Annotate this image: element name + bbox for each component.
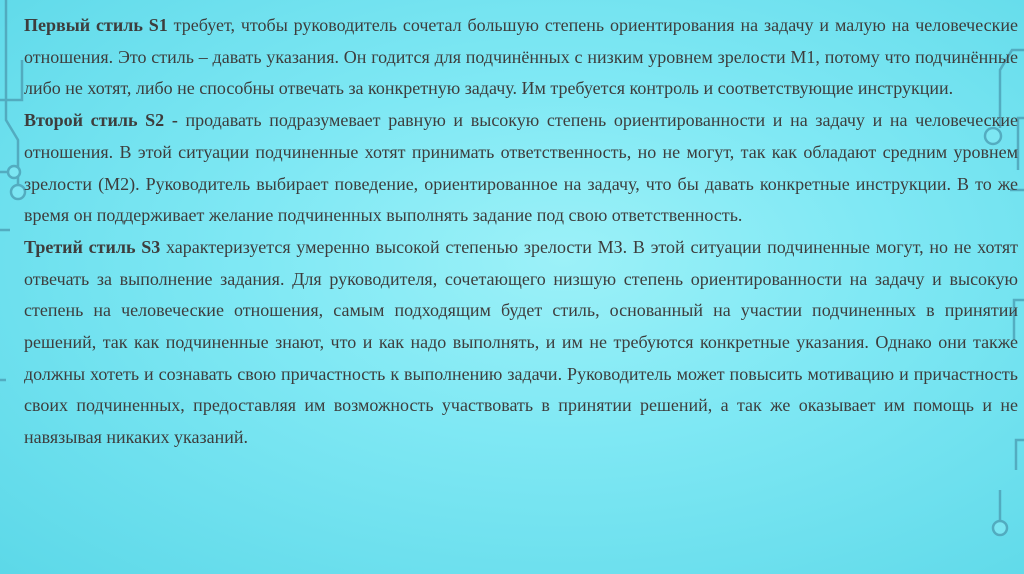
paragraph-lead: Второй стиль S2 -: [24, 110, 178, 131]
paragraph-lead: Третий стиль S3: [24, 236, 161, 257]
paragraph-body: характеризуется умеренно высокой степенью зрелости МЗ. В этой ситуации подчиненные могут, но не хотят отвечать за выполнение задания. Для руководителя, сочетающего низшую степень ориентированности на задачу и высокую степень на человеческие отношения, самым подходящим будет стиль, основанный на участии подчиненных в принятии решений, так как подчиненные знают, что и как надо выполнять, и им не требуются конкретные указания. Однако они также должны хотеть и сознавать свою причастность к выполнению задачи. Руководитель может повысить мотивацию и причастность своих подчиненных, предоставляя им возможность участвовать в принятии решений, а так же оказывает им помощь и не навязывая никаких указаний.: [24, 236, 1018, 448]
paragraph-body: требует, чтобы руководитель сочетал большую степень ориентирования на задачу и малую на человеческие отношения. Это стиль – давать указания. Он годится для подчинённых с низким уровнем зрелости М1, потому что подчинённые либо не хотят, либо не способны отвечать за конкретную задачу. Им требуется контроль и соответствующие инструкции.: [24, 15, 1019, 99]
paragraph-lead: Первый стиль S1: [24, 15, 168, 35]
paragraph-style-s2: [24, 105, 1018, 232]
slide-text-block: [24, 10, 1018, 454]
paragraph-style-s1: [24, 10, 1018, 105]
paragraph-body: продавать подразумевает равную и высокую степень ориентированности и на задачу и на человеческие отношения. В этой ситуации подчиненные хотят принимать ответственность, но не могут, так как обладают средним уровнем зрелости (М2). Руководитель выбирает поведение, ориентированное на задачу, что бы давать конкретные инструкции. В то же время он поддерживает желание подчиненных выполнять задание под свою ответственность.: [24, 110, 1018, 226]
paragraph-style-s3: [24, 232, 1018, 454]
